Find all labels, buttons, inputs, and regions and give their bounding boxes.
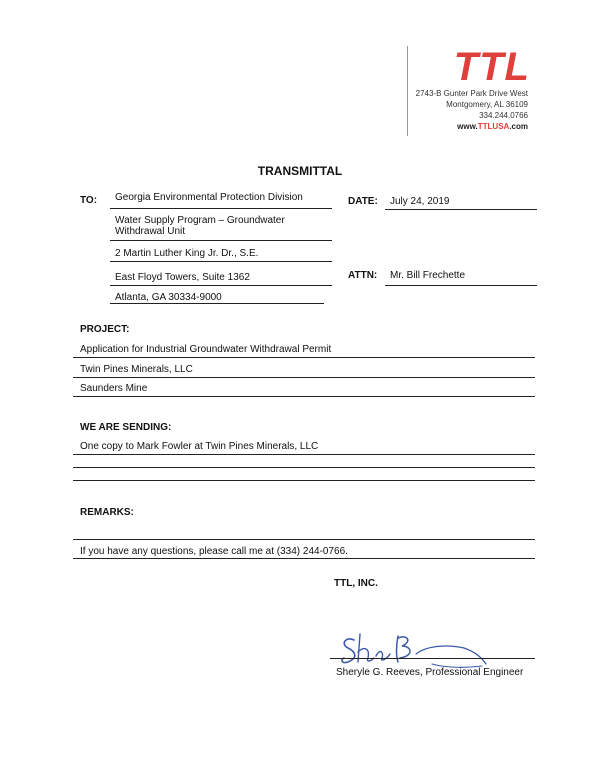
- signature-line: [330, 658, 535, 659]
- to-line: East Floyd Towers, Suite 1362: [115, 272, 250, 283]
- divider: [385, 209, 537, 210]
- divider: [73, 480, 535, 481]
- sending-label: WE ARE SENDING:: [80, 422, 172, 433]
- project-line: Saunders Mine: [80, 383, 148, 394]
- divider: [73, 357, 535, 358]
- divider: [73, 558, 535, 559]
- divider: [73, 467, 535, 468]
- project-label: PROJECT:: [80, 324, 130, 335]
- divider: [110, 208, 332, 209]
- divider: [73, 377, 535, 378]
- divider: [110, 240, 332, 241]
- to-line: Atlanta, GA 30334-9000: [115, 292, 222, 303]
- remarks-line: If you have any questions, please call me at (334) 244-0766.: [80, 546, 348, 557]
- sending-line: One copy to Mark Fowler at Twin Pines Minerals, LLC: [80, 441, 319, 452]
- divider: [73, 539, 535, 540]
- signer-name: Sheryle G. Reeves, Professional Engineer: [336, 667, 524, 678]
- website-suffix: .com: [509, 122, 528, 131]
- date-label: DATE:: [348, 196, 378, 207]
- divider: [73, 454, 535, 455]
- date-value: July 24, 2019: [390, 196, 450, 207]
- address-line-1: 2743-B Gunter Park Drive West: [415, 89, 528, 98]
- attn-label: ATTN:: [348, 270, 378, 281]
- company-logo: TTL: [453, 45, 530, 89]
- attn-value: Mr. Bill Frechette: [390, 270, 466, 281]
- remarks-label: REMARKS:: [80, 507, 134, 518]
- to-line: Georgia Environmental Protection Division: [115, 192, 303, 203]
- divider: [385, 285, 537, 286]
- letterhead: [407, 46, 534, 136]
- project-line: Twin Pines Minerals, LLC: [80, 364, 193, 375]
- divider: [73, 396, 535, 397]
- company-name: TTL, INC.: [334, 578, 378, 589]
- to-line: Withdrawal Unit: [115, 226, 186, 237]
- to-line: 2 Martin Luther King Jr. Dr., S.E.: [115, 248, 259, 259]
- phone-number: 334.244.0766: [479, 111, 528, 120]
- divider: [110, 261, 332, 262]
- divider: [110, 303, 324, 304]
- to-label: TO:: [80, 195, 98, 206]
- document-title: TRANSMITTAL: [257, 164, 343, 178]
- to-line: Water Supply Program – Groundwater: [115, 215, 285, 226]
- divider: [110, 285, 332, 286]
- website-brand: TTLUSA: [477, 122, 510, 131]
- website-link[interactable]: [457, 122, 528, 132]
- project-line: Application for Industrial Groundwater Withdrawal Permit: [80, 344, 332, 355]
- address-line-2: Montgomery, AL 36109: [446, 100, 528, 109]
- website-prefix: www.: [457, 122, 478, 131]
